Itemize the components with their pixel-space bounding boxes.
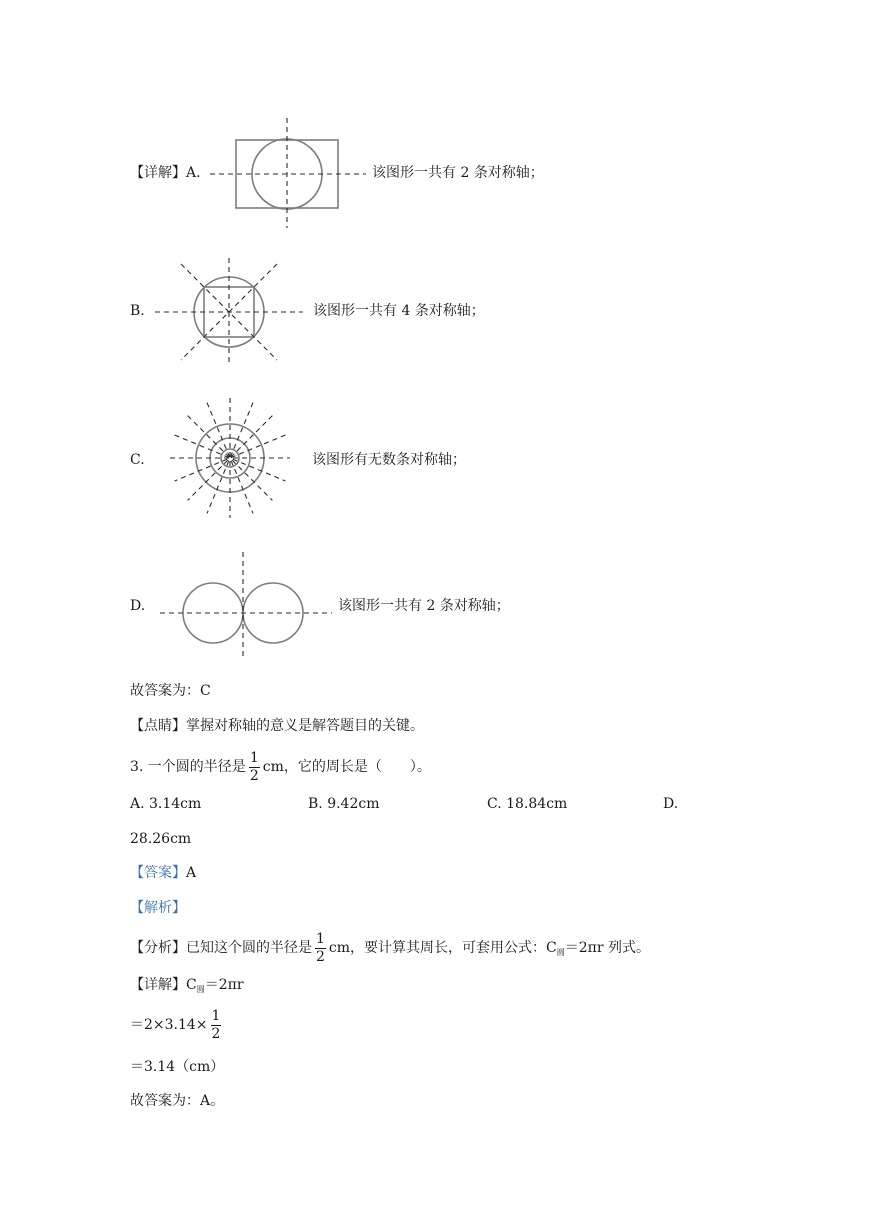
- q3-option-c: C. 18.84cm: [487, 796, 568, 812]
- q3-option-a: A. 3.14cm: [130, 796, 202, 812]
- fenxi-suffix: ＝2πr 列式。: [564, 940, 651, 956]
- q2-answer-line: 故答案为：C: [130, 683, 211, 699]
- answer-value: A: [186, 865, 197, 881]
- q3-answer-line: [130, 864, 196, 882]
- fenxi-prefix: 【分析】已知这个圆的半径是: [130, 940, 312, 956]
- q3-option-b: B. 9.42cm: [308, 796, 380, 812]
- q3-calc-line-1: [130, 1004, 224, 1046]
- yuan-subscript: 圆: [196, 985, 205, 994]
- q3-fenxi-line: [130, 927, 650, 974]
- yuan-subscript: 圆: [556, 948, 565, 957]
- frac-numerator: 1: [249, 749, 259, 766]
- q3-stem-prefix: 3. 一个圆的半径是: [130, 759, 246, 775]
- q2-tip-line: 【点睛】掌握对称轴的意义是解答题目的关键。: [130, 718, 424, 734]
- frac-numerator: 1: [211, 1007, 221, 1024]
- frac-denominator: 2: [249, 767, 259, 784]
- figure-d-desc: 该图形一共有 2 条对称轴；: [338, 598, 510, 614]
- analysis-tag: 【解析】: [130, 900, 186, 916]
- figure-d-label: D.: [130, 598, 146, 614]
- answer-tag: 【答案】: [130, 865, 186, 881]
- q3-stem-fraction: [249, 750, 260, 785]
- q3-option-d: D.: [663, 796, 679, 812]
- figure-b-desc: 该图形一共有 4 条对称轴；: [313, 303, 485, 319]
- frac-denominator: 2: [316, 948, 325, 965]
- figure-a-label: 【详解】A.: [130, 165, 201, 181]
- frac-numerator: 1: [316, 930, 325, 947]
- figure-a-desc: 该图形一共有 2 条对称轴；: [372, 165, 544, 181]
- fenxi-fraction: [315, 931, 326, 966]
- figure-c-desc: 该图形有无数条对称轴；: [312, 452, 466, 468]
- calc-fraction: [211, 1008, 222, 1043]
- q3-final-answer: 故答案为：A。: [130, 1093, 225, 1109]
- q3-xiangjie-line: [130, 976, 244, 999]
- xiangjie-prefix: 【详解】C: [130, 977, 197, 993]
- calc-line-1-text: ＝2×3.14×: [130, 1017, 208, 1033]
- figure-d-two-circles: [160, 552, 332, 660]
- figure-c-label: C.: [130, 452, 145, 468]
- figure-b-label: B.: [130, 303, 145, 319]
- q3-calc-line-2: ＝3.14（cm）: [130, 1059, 225, 1075]
- figure-b-square-in-circle: [155, 258, 303, 366]
- frac-denominator: 2: [211, 1025, 221, 1042]
- figure-c-concentric-circles: [162, 398, 298, 518]
- q3-stem-suffix: cm，它的周长是（ ）。: [262, 759, 431, 775]
- fenxi-mid: cm，要计算其周长，可套用公式：C: [328, 940, 557, 956]
- q3-option-d-value: 28.26cm: [130, 831, 192, 847]
- figure-a-rectangle-circle: [210, 118, 366, 228]
- q3-stem: [130, 746, 431, 788]
- xiangjie-suffix: ＝2πr: [204, 977, 244, 993]
